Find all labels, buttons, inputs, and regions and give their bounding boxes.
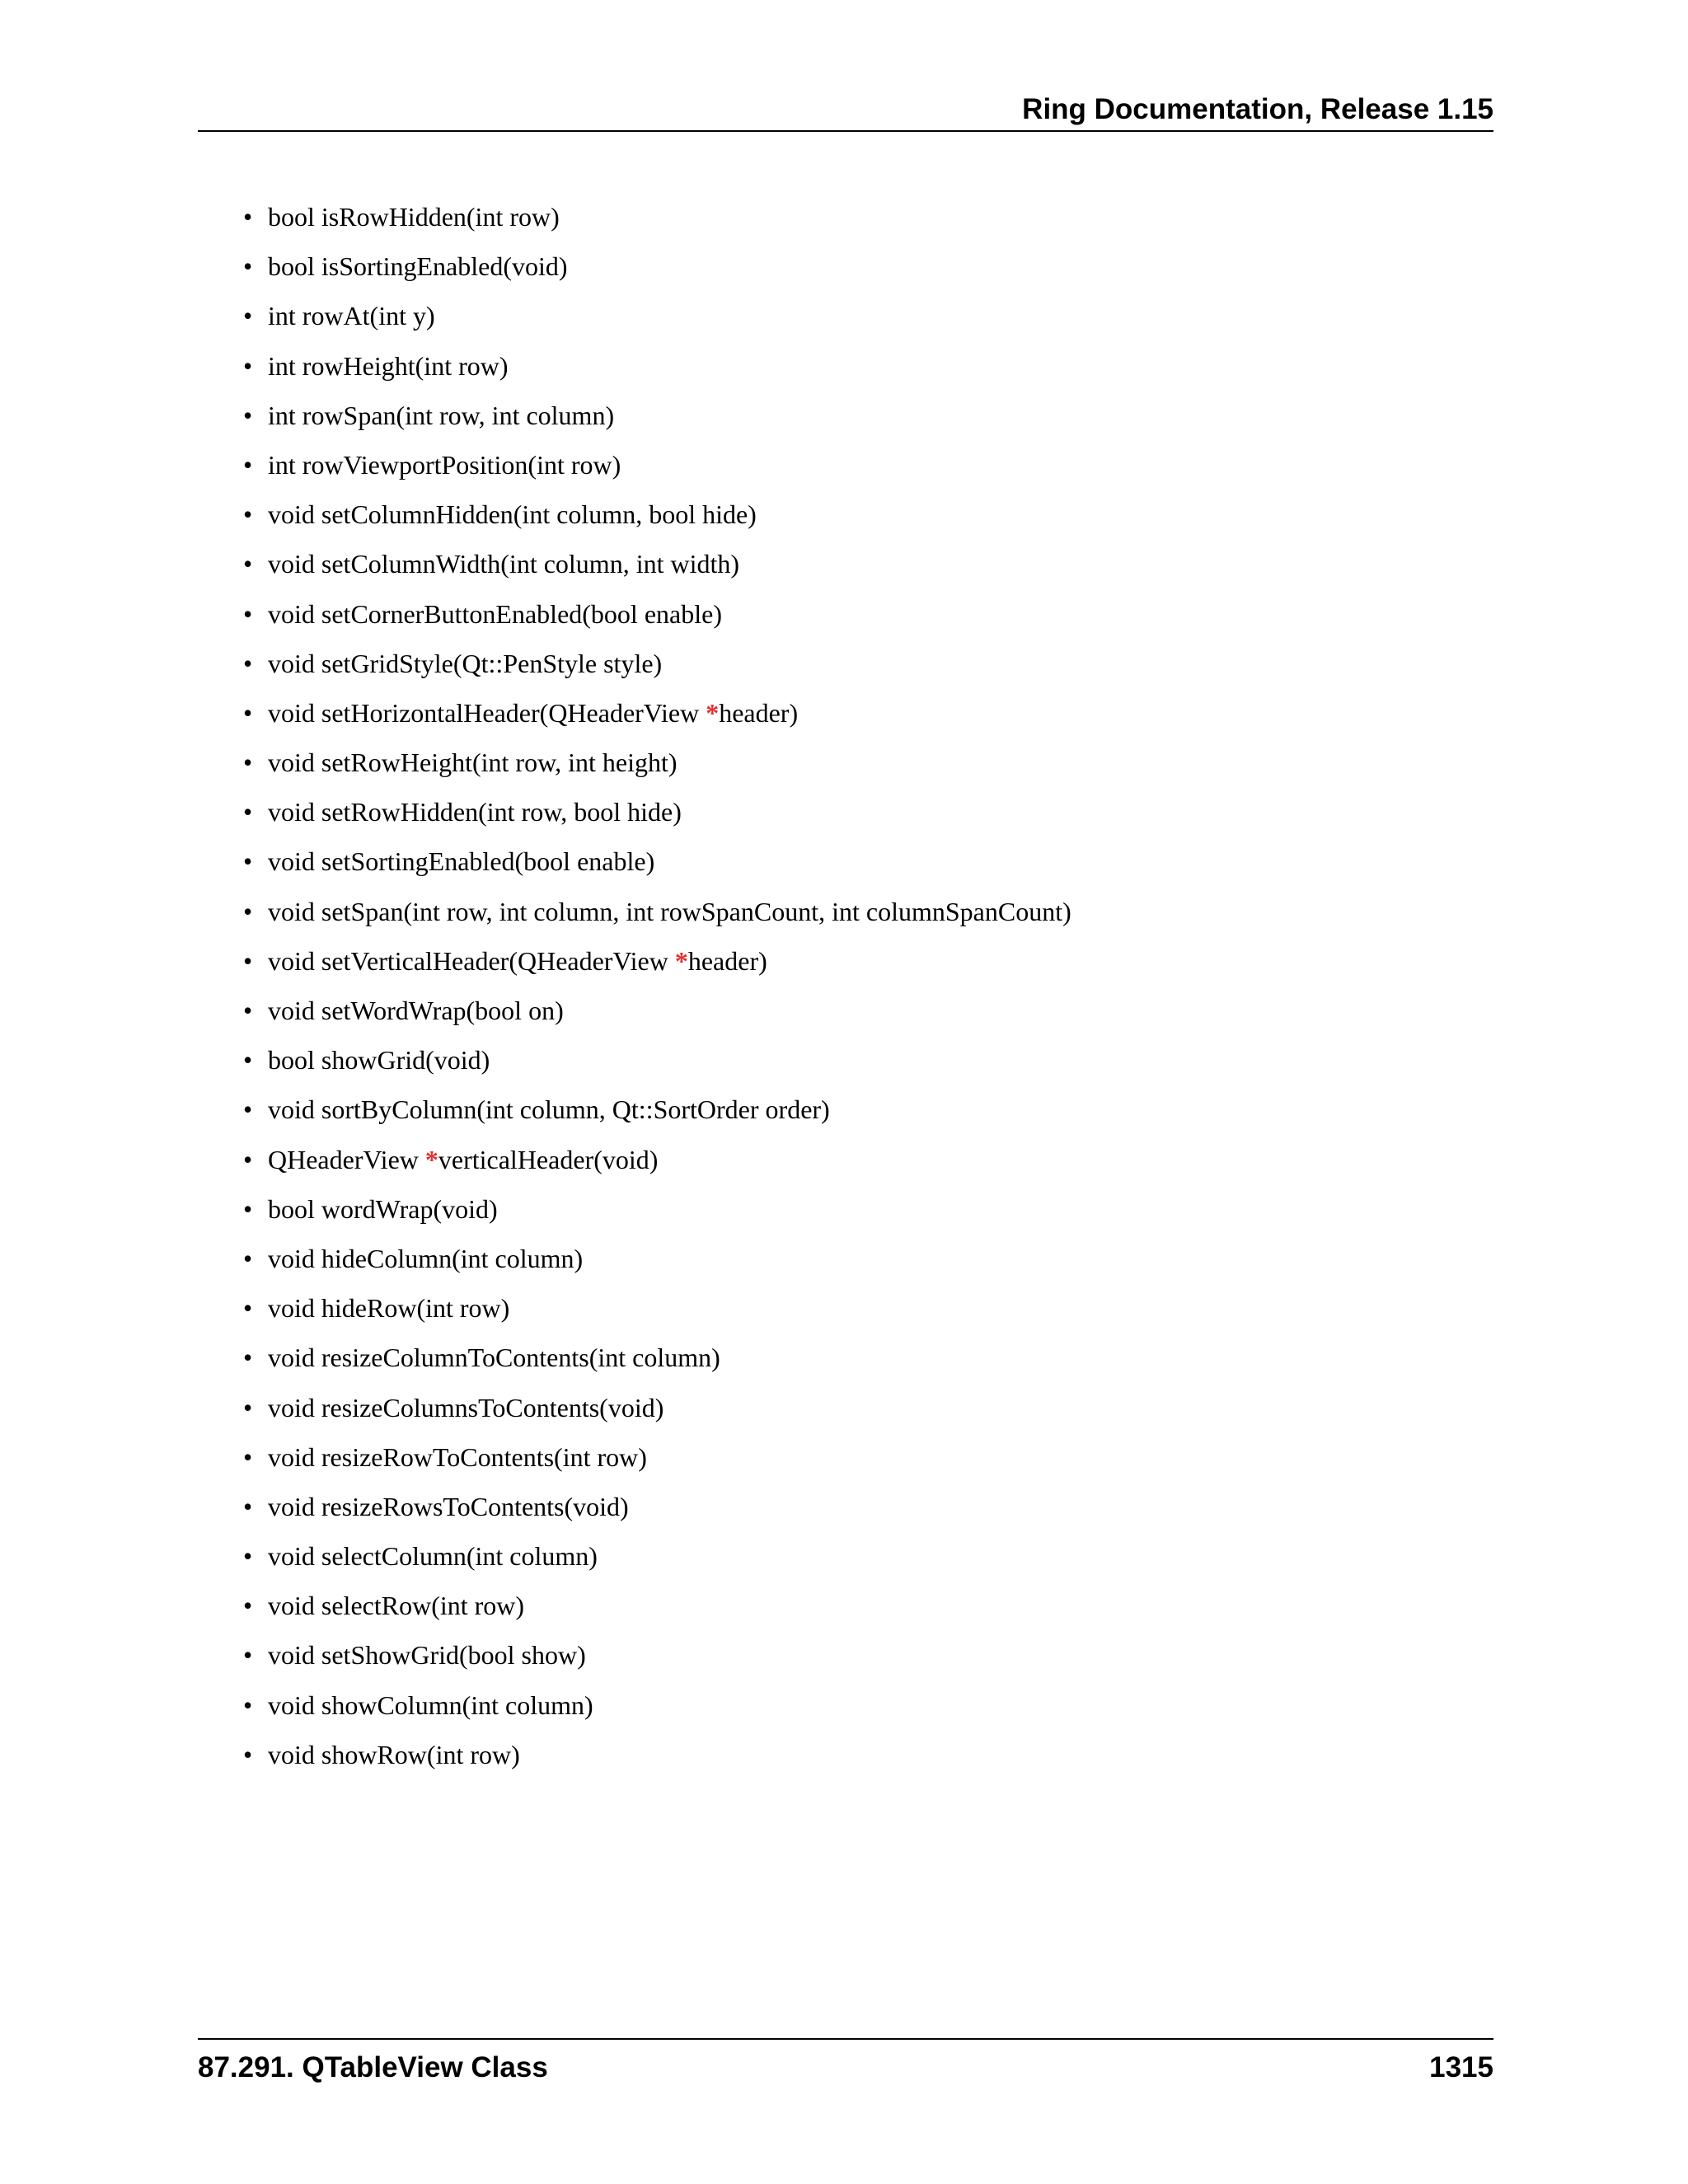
method-signature: void setCornerButtonEnabled(bool enable) (268, 598, 722, 629)
list-item (243, 1734, 1071, 1783)
bullet-icon: • (243, 1541, 253, 1572)
list-item (243, 1238, 1071, 1287)
list-item (243, 1337, 1071, 1386)
bullet-icon: • (243, 1392, 253, 1422)
bullet-icon: • (243, 896, 253, 926)
list-item (243, 1634, 1071, 1684)
method-signature: void showRow(int row) (268, 1739, 520, 1769)
list-item (243, 791, 1071, 841)
method-signature: int rowViewportPosition(int row) (268, 449, 621, 480)
list-item (243, 692, 1071, 742)
list-item (243, 543, 1071, 593)
method-signature-suffix: header) (719, 697, 799, 728)
list-item (243, 593, 1071, 643)
method-signature: void showColumn(int column) (268, 1690, 593, 1720)
list-item (243, 444, 1071, 494)
list-item (243, 1188, 1071, 1238)
list-item (243, 1039, 1071, 1089)
method-signature: int rowAt(int y) (268, 301, 435, 331)
method-signature: void setColumnWidth(int column, int width) (268, 549, 740, 579)
page-number: 1315 (1429, 2051, 1493, 2083)
bullet-icon: • (243, 1193, 253, 1224)
bullet-icon: • (243, 648, 253, 678)
list-item (243, 1139, 1071, 1188)
list-item (243, 891, 1071, 940)
method-signature: void setRowHeight(int row, int height) (268, 748, 678, 778)
list-item (243, 1486, 1071, 1535)
method-signature: void sortByColumn(int column, Qt::SortOrder order) (268, 1094, 830, 1125)
pointer-marker: * (674, 945, 688, 976)
method-signature: void setColumnHidden(int column, bool hide) (268, 499, 757, 530)
list-item (243, 990, 1071, 1039)
method-signature: void setRowHidden(int row, bool hide) (268, 797, 682, 827)
bullet-icon: • (243, 846, 253, 877)
method-signature-prefix: QHeaderView (268, 1144, 425, 1174)
pointer-marker: * (706, 697, 720, 728)
bullet-icon: • (243, 1343, 253, 1373)
bullet-icon: • (243, 350, 253, 381)
list-item (243, 1535, 1071, 1585)
method-signature: void selectColumn(int column) (268, 1541, 598, 1572)
bullet-icon: • (243, 598, 253, 629)
method-signature: int rowSpan(int row, int column) (268, 400, 615, 430)
list-item (243, 494, 1071, 543)
bullet-icon: • (243, 1293, 253, 1324)
method-signature: void resizeRowToContents(int row) (268, 1441, 647, 1472)
method-signature: void resizeColumnToContents(int column) (268, 1343, 720, 1373)
section-title: 87.291. QTableView Class (198, 2051, 548, 2083)
method-signature: void setSortingEnabled(bool enable) (268, 846, 655, 877)
bullet-icon: • (243, 499, 253, 530)
bullet-icon: • (243, 697, 253, 728)
bullet-icon: • (243, 945, 253, 976)
bullet-icon: • (243, 400, 253, 430)
bullet-icon: • (243, 1144, 253, 1174)
bullet-icon: • (243, 251, 253, 282)
bullet-icon: • (243, 301, 253, 331)
page-footer (198, 2038, 1493, 2089)
pointer-marker: * (424, 1144, 438, 1174)
page-header (198, 89, 1493, 132)
bullet-icon: • (243, 1441, 253, 1472)
list-item (243, 246, 1071, 295)
list-item (243, 1387, 1071, 1436)
list-item (243, 1685, 1071, 1734)
list-item (243, 196, 1071, 246)
bullet-icon: • (243, 748, 253, 778)
bullet-icon: • (243, 1243, 253, 1273)
method-signature: bool isSortingEnabled(void) (268, 251, 568, 282)
list-item (243, 345, 1071, 395)
list-item (243, 742, 1071, 791)
list-item (243, 1287, 1071, 1337)
method-signature: void setShowGrid(bool show) (268, 1640, 586, 1671)
bullet-icon: • (243, 549, 253, 579)
method-list (243, 196, 1071, 1783)
method-signature-suffix: verticalHeader(void) (438, 1144, 659, 1174)
list-item (243, 1585, 1071, 1634)
method-signature-suffix: header) (687, 945, 767, 976)
bullet-icon: • (243, 1491, 253, 1521)
list-item (243, 643, 1071, 692)
document-title: Ring Documentation, Release 1.15 (1022, 93, 1493, 125)
list-item (243, 1436, 1071, 1486)
list-item (243, 940, 1071, 990)
bullet-icon: • (243, 1739, 253, 1769)
method-signature: bool showGrid(void) (268, 1045, 490, 1076)
list-item (243, 295, 1071, 344)
method-signature: void resizeRowsToContents(void) (268, 1491, 629, 1521)
method-signature: void hideColumn(int column) (268, 1243, 584, 1273)
bullet-icon: • (243, 202, 253, 232)
method-signature: bool wordWrap(void) (268, 1193, 498, 1224)
bullet-icon: • (243, 1690, 253, 1720)
method-signature: void setGridStyle(Qt::PenStyle style) (268, 648, 663, 678)
method-signature-prefix: void setVerticalHeader(QHeaderView (268, 945, 675, 976)
method-signature-prefix: void setHorizontalHeader(QHeaderView (268, 697, 706, 728)
list-item (243, 1089, 1071, 1138)
method-signature: bool isRowHidden(int row) (268, 202, 560, 232)
bullet-icon: • (243, 1045, 253, 1076)
bullet-icon: • (243, 1094, 253, 1125)
bullet-icon: • (243, 1591, 253, 1621)
method-signature: void hideRow(int row) (268, 1293, 510, 1324)
bullet-icon: • (243, 797, 253, 827)
list-item (243, 841, 1071, 890)
list-item (243, 395, 1071, 444)
method-signature: void setSpan(int row, int column, int rowSpanCount, int columnSpanCount) (268, 896, 1071, 926)
method-signature: void setWordWrap(bool on) (268, 996, 564, 1025)
bullet-icon: • (243, 996, 253, 1025)
method-signature: void resizeColumnsToContents(void) (268, 1392, 664, 1422)
method-signature: int rowHeight(int row) (268, 350, 509, 381)
method-signature: void selectRow(int row) (268, 1591, 525, 1621)
bullet-icon: • (243, 1640, 253, 1671)
bullet-icon: • (243, 449, 253, 480)
